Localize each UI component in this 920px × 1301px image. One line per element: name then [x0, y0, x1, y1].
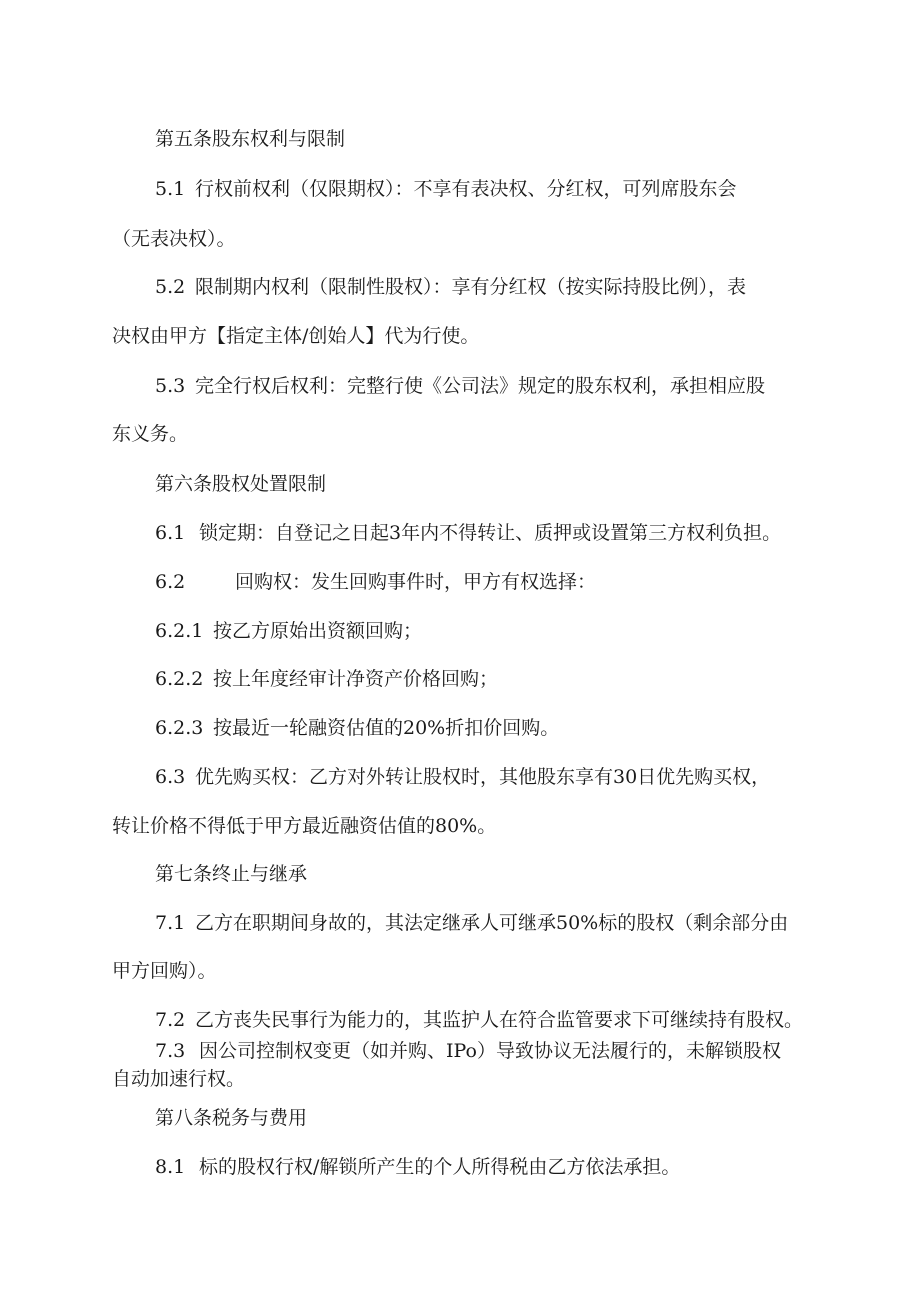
clause-7-1-number: 7.1 [155, 912, 186, 934]
clause-5-2 [155, 275, 815, 299]
clause-5-3-text: 完全行权后权利：完整行使《公司法》规定的股东权利，承担相应股 [195, 375, 766, 397]
clause-6-3-number: 6.3 [155, 766, 186, 788]
clause-6-2-2-text: 按上年度经审计净资产价格回购； [213, 668, 499, 690]
clause-7-2-number: 7.2 [155, 1009, 186, 1031]
clause-6-1 [155, 521, 815, 545]
clause-6-2-text: 回购权：发生回购事件时，甲方有权选择： [235, 571, 597, 593]
clause-7-3-number: 7.3 [155, 1040, 186, 1062]
clause-6-2-1-text: 按乙方原始出资额回购； [213, 620, 423, 642]
clause-7-1-continued: 甲方回购）。 [112, 960, 217, 982]
clause-6-1-text: 锁定期：自登记之日起3年内不得转让、质押或设置第三方权利负担。 [199, 522, 782, 544]
clause-5-3 [155, 374, 815, 398]
clause-6-2-1 [155, 619, 815, 643]
clause-7-1 [155, 911, 815, 935]
clause-5-2-continued: 决权由甲方【指定主体/创始人】代为行使。 [112, 325, 480, 347]
clause-7-1-text: 乙方在职期间身故的，其法定继承人可继承50%标的股权（剩余部分由 [195, 912, 789, 934]
clause-5-3-number: 5.3 [155, 375, 186, 397]
clause-7-2-text: 乙方丧失民事行为能力的，其监护人在符合监管要求下可继续持有股权。 [195, 1009, 804, 1031]
clause-5-3-continued: 东义务。 [112, 423, 189, 445]
clause-6-2-3-number: 6.2.3 [155, 717, 204, 739]
clause-5-1-text: 行权前权利（仅限期权）：不享有表决权、分红权，可列席股东会 [195, 178, 737, 200]
clause-6-2-number: 6.2 [155, 571, 186, 593]
clause-7-2 [155, 1008, 825, 1032]
clause-6-1-number: 6.1 [155, 522, 186, 544]
clause-5-2-number: 5.2 [155, 276, 186, 298]
clause-6-2-3 [155, 716, 815, 740]
clause-6-2 [155, 570, 815, 594]
clause-6-2-1-number: 6.2.1 [155, 620, 204, 642]
clause-6-3-continued: 转让价格不得低于甲方最近融资估值的80%。 [112, 815, 497, 837]
article-5-title: 第五条股东权利与限制 [155, 128, 346, 150]
article-8-title: 第八条税务与费用 [155, 1107, 308, 1129]
clause-5-2-text: 限制期内权利（限制性股权）：享有分红权（按实际持股比例），表 [195, 276, 747, 298]
clause-7-3-text: 因公司控制权变更（如并购、IPo）导致协议无法履行的，未解锁股权 [199, 1040, 781, 1062]
clause-8-1 [155, 1155, 815, 1179]
clause-5-1 [155, 177, 815, 201]
article-6-title: 第六条股权处置限制 [155, 473, 327, 495]
clause-8-1-text: 标的股权行权/解锁所产生的个人所得税由乙方依法承担。 [199, 1156, 681, 1178]
clause-6-2-2 [155, 667, 815, 691]
clause-7-3 [155, 1039, 815, 1063]
clause-6-2-2-number: 6.2.2 [155, 668, 204, 690]
clause-7-3-continued: 自动加速行权。 [112, 1068, 246, 1090]
clause-5-1-continued: （无表决权）。 [112, 228, 236, 250]
clause-6-3-text: 优先购买权：乙方对外转让股权时，其他股东享有30日优先购买权， [195, 766, 771, 788]
clause-8-1-number: 8.1 [155, 1156, 186, 1178]
article-7-title: 第七条终止与继承 [155, 863, 308, 885]
clause-5-1-number: 5.1 [155, 178, 186, 200]
clause-6-3 [155, 765, 815, 789]
clause-6-2-3-text: 按最近一轮融资估值的20%折扣价回购。 [213, 717, 560, 739]
